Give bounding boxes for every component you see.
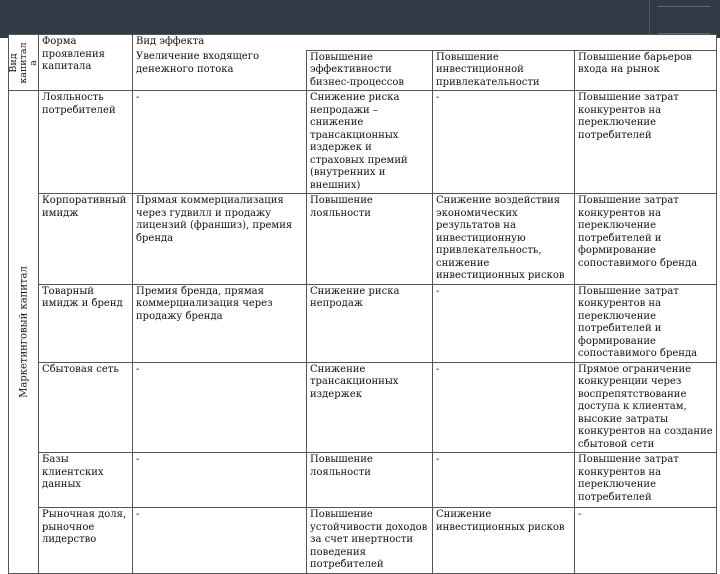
table-cell: Снижение трансакционных издержек <box>307 362 433 453</box>
table-cell: Повышение затрат конкурентов на переключение потребителей и формирование сопоставимого бренда <box>575 194 717 285</box>
row-form-cell: Товарный имидж и бренд <box>39 284 133 362</box>
group-label-cell <box>9 91 39 574</box>
table-row <box>9 194 717 285</box>
table-cell: Прямая коммерциализация через гудвилл и продажу лицензий (франшиз), премия бренда <box>133 194 307 285</box>
row-form-cell: Лояльность потребителей <box>39 91 133 194</box>
corner-label: Вид капитала <box>7 41 39 84</box>
table-cell: - <box>433 362 575 453</box>
table-cell: Повышение затрат конкурентов на переключение потребителей <box>575 91 717 194</box>
table-cell: Прямое ограничение конкуренции через воспрепятствование доступа к клиентам, высокие затраты конкурентов на создание сбытовой сети <box>575 362 717 453</box>
table-cell: Повышение лояльности <box>307 194 433 285</box>
table-cell: - <box>133 508 307 574</box>
table-cell: Снижение риска непродажи – снижение трансакционных издержек и страховых премий (внутренних и внешних) <box>307 91 433 194</box>
column-header: Повышение барьеров входа на рынок <box>575 50 717 91</box>
table-cell: - <box>133 453 307 508</box>
table-cell: - <box>433 453 575 508</box>
table-row <box>9 453 717 508</box>
table-cell: Повышение устойчивости доходов за счет инертности поведения потребителей <box>307 508 433 574</box>
table-cell: - <box>133 91 307 194</box>
effects-table <box>8 34 717 574</box>
group-label: Маркетинговый капитал <box>18 266 29 398</box>
row-form-cell: Корпоративный имидж <box>39 194 133 285</box>
table-row <box>9 508 717 574</box>
form-header-cell: Форма проявления капитала <box>39 35 133 91</box>
column-header: Повышение эффективности бизнес-процессов <box>307 50 433 91</box>
effect-title-cell: Вид эффекта <box>133 35 717 51</box>
row-form-cell: Базы клиентских данных <box>39 453 133 508</box>
table-cell: - <box>433 284 575 362</box>
row-form-cell: Рыночная доля, рыночное лидерство <box>39 508 133 574</box>
row-form-cell: Сбытовая сеть <box>39 362 133 453</box>
header-decoration <box>649 0 720 38</box>
column-header: Повышение инвестиционной привлекательности <box>433 50 575 91</box>
table-cell: Повышение затрат конкурентов на переключение потребителей и формирование сопоставимого бренда <box>575 284 717 362</box>
table-cell: Снижение воздействия экономических результатов на инвестиционную привлекательность, снижение инвестиционных рисков <box>433 194 575 285</box>
slide-header-bar <box>0 0 720 38</box>
table-cell: Снижение инвестиционных рисков <box>433 508 575 574</box>
table-cell: Снижение риска непродаж <box>307 284 433 362</box>
table-cell: - <box>133 362 307 453</box>
table-row <box>9 91 717 194</box>
table-cell: Повышение затрат конкурентов на переключение потребителей <box>575 453 717 508</box>
table-row <box>9 284 717 362</box>
column-header: Увеличение входящего денежного потока <box>133 50 307 91</box>
corner-header-cell <box>9 35 39 91</box>
table-container <box>7 34 716 570</box>
header-row-1 <box>9 35 717 51</box>
table-cell: Премия бренда, прямая коммерциализация через продажу бренда <box>133 284 307 362</box>
table-cell: Повышение лояльности <box>307 453 433 508</box>
table-row <box>9 362 717 453</box>
table-cell: - <box>575 508 717 574</box>
table-cell: - <box>433 91 575 194</box>
